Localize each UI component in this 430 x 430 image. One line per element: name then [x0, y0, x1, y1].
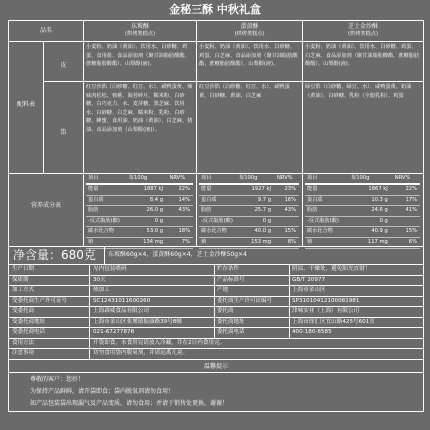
nutrient-value: 153 mg	[251, 238, 271, 245]
nutrient-value: 26.0 g	[146, 207, 164, 214]
nutrient-name: 碳水化合物	[88, 228, 114, 235]
nutrition-row	[305, 227, 420, 238]
nutrient-nrv: 43%	[284, 207, 296, 214]
nutrient-name: 脂肪	[88, 207, 99, 214]
nutrient-value: 0 g	[379, 217, 388, 224]
nutrition-row	[86, 196, 193, 207]
ingredients-label: 配料表	[16, 101, 35, 108]
nutrition-row	[86, 185, 193, 196]
nutrition-col-header: 每100g	[239, 175, 258, 181]
nutrient-value: 9.7 g	[257, 196, 271, 203]
nutrient-nrv: 17%	[405, 196, 417, 203]
nutrition-row	[305, 206, 420, 217]
nutrient-name: 钠	[307, 238, 313, 245]
nutrition-row	[86, 206, 193, 217]
info-value: 上海市金山区	[292, 287, 326, 293]
nutrient-value: 0 g	[154, 217, 164, 224]
nutrient-name: 碳水化合物	[307, 228, 333, 235]
nutrient-nrv: 15%	[405, 228, 417, 235]
filling-ingredients-zhishi: 绿豆馅（白砂糖、绿豆、水）、咸鸭蛋黄、奶油（黄油）、白砂糖、乳粉（全脂乳粉）、鸡蛋	[305, 84, 412, 99]
nutrient-nrv: 7%	[181, 238, 190, 245]
nutrient-value: 24.6 g	[371, 207, 388, 214]
nutrient-value: 40.0 g	[254, 228, 271, 235]
nutrient-value: 1887 kJ	[143, 186, 164, 192]
nutrient-name: -反式脂肪(酸)	[201, 217, 233, 224]
product-header-dongpo	[84, 22, 196, 38]
info-value: 400-180-8585	[292, 329, 332, 335]
info-key: 保质期	[12, 276, 29, 283]
info-key: 受委托商地址	[12, 318, 46, 325]
info-value: SC12431011600260	[93, 297, 151, 304]
skin-ingredients-dongpo: 小麦粉、奶油（黄油）、饮用水、白砂糖、鸡蛋、食用盐、食品添加剂（聚甘油脂肪酸酯、蔗糖脂肪酸酯）、山梨醇(液)、	[86, 44, 190, 68]
nutrient-value: 0 g	[262, 217, 271, 224]
nutrition-panel-dongpo	[86, 174, 193, 249]
nutrition-header-row	[305, 174, 420, 183]
info-key: 生产日期	[12, 266, 35, 272]
net-content: 净含量：680克	[13, 248, 96, 262]
product-name: 芝士金沙酥	[347, 23, 378, 30]
nutrient-nrv: 8%	[287, 238, 296, 245]
info-key: 注意事项	[12, 350, 35, 356]
nutrition-panel-danhuang	[199, 174, 299, 249]
nutrition-col-header: NRV%	[394, 175, 411, 181]
info-value: 上海市金山区张堰镇振康路39号8幢	[93, 318, 182, 325]
info-value: GB/T 20977	[292, 276, 326, 283]
nutrition-row	[199, 185, 299, 196]
nutrient-value: 1867 kJ	[368, 186, 388, 192]
info-key: 受委托商电话	[12, 329, 46, 335]
nutrition-row	[305, 185, 420, 196]
nutrient-name: 钠	[88, 238, 94, 245]
page-title: 金秘三酥 中秋礼盒	[169, 3, 261, 16]
nutrient-nrv: 6%	[408, 238, 417, 245]
nutrient-nrv: 41%	[405, 207, 417, 214]
info-value: 热加工	[93, 287, 110, 293]
nutrient-name: -反式脂肪(酸)	[307, 217, 339, 224]
nutrition-label: 营养成分表	[30, 202, 61, 209]
info-value: 见内包装喷码	[93, 266, 127, 272]
nutrient-value: 10.3 g	[371, 196, 388, 203]
nutrient-name: 能量	[201, 186, 212, 192]
nutrient-name: 钠	[201, 238, 207, 245]
nutrient-value: 40.9 g	[371, 228, 388, 235]
skin-ingredients-danhuang: 小麦粉、奶油（黄油）、饮用水、白砂糖、鸡蛋、白芝麻、食品添加剂（聚甘油脂肪酸酯、蔗糖脂肪酸酯）、山梨醇(液)、	[199, 44, 298, 68]
info-value: 阴凉、干燥处，避免阳光直射！	[292, 266, 371, 272]
info-key: 委托商地址	[217, 318, 245, 325]
nutrition-col-header: NRV%	[277, 175, 293, 181]
nutrition-row	[199, 217, 299, 228]
tips-greeting: 尊敬的客户：您好！	[30, 376, 85, 383]
nutrition-row	[199, 206, 299, 217]
info-value: 30天	[93, 276, 106, 283]
filling-ingredients-dongpo: 红豆沙馅（白砂糖、红豆、水）、咸鸭蛋黄、辣味肉松松、核桃、海苔碎片、糯米粉、白砂糖、白巧克力、水、麦芽糖、黑芝麻、饮用水、白砂糖、白芝麻、糯米粉、乳粉、白砂糖、蜂蜜、食用油、奶油（黄油）、白芝麻、猪油、食品添加剂（山梨醇(液)）、	[86, 84, 193, 133]
nutrition-col-header: 每100g	[128, 175, 148, 181]
nutrition-header-row	[86, 174, 193, 183]
filling-label: 馅	[60, 129, 67, 136]
nutrition-row	[305, 196, 420, 207]
nutrient-value: 117 mg	[367, 238, 388, 245]
nutrient-nrv: 18%	[178, 228, 190, 235]
nutrient-name: 脂肪	[307, 207, 318, 214]
nutrient-nrv: 15%	[284, 228, 296, 235]
product-label	[8, 20, 424, 412]
net-content-detail: 东坡酥60g×4，蛋黄酥60g×4，芝士金沙酥50g×4	[108, 251, 247, 258]
nutrient-name: 能量	[88, 186, 99, 192]
nutrition-panel-zhishi	[305, 174, 420, 249]
nutrient-nrv: 16%	[284, 196, 296, 203]
nutrient-name: 蛋白质	[88, 196, 104, 203]
info-key: 加工方式	[12, 287, 35, 293]
nutrient-name: 脂肪	[201, 207, 212, 214]
tips-title: 温馨提示	[203, 363, 228, 370]
nutrient-name: 碳水化合物	[201, 228, 227, 235]
notice-row	[9, 348, 423, 360]
nutrient-name: 蛋白质	[307, 196, 323, 203]
nutrient-nrv: 14%	[178, 196, 190, 203]
product-category: (烘烤类糕点)	[125, 31, 155, 37]
nutrient-nrv: 23%	[284, 186, 296, 192]
info-key: 委托商生产许可证编号	[217, 297, 273, 304]
skin-label: 皮	[60, 62, 67, 69]
info-key: 食用方法	[12, 339, 35, 346]
nutrient-value: 134 mg	[143, 238, 164, 245]
nutrition-header-row	[199, 174, 299, 183]
filling-ingredients-danhuang: 红豆沙馅（白砂糖、红豆、水）、咸鸭蛋黄、白砂糖、黄油、白芝麻	[199, 84, 290, 99]
nutrient-value: 8.4 g	[149, 196, 164, 203]
info-value: 上海市徐汇区宜山路425号601室	[292, 318, 375, 325]
info-value: 津味实业（上海）有限公司	[292, 308, 360, 314]
info-key: 委托商	[217, 308, 234, 314]
info-key: 受委托商	[12, 308, 35, 314]
info-value: 切勿食用袋内脱氧剂，并请远离儿童。	[93, 350, 189, 356]
info-key: 贮存条件	[217, 266, 240, 272]
nutrition-col-header: 项目	[307, 175, 318, 181]
nutrient-nrv: 22%	[405, 186, 417, 192]
nutrition-row	[199, 196, 299, 207]
product-header-danhuang	[197, 22, 302, 38]
nutrient-name: 蛋白质	[201, 196, 217, 203]
nutrition-row	[199, 227, 299, 238]
nutrient-value: 53.0 g	[146, 228, 164, 235]
nutrient-nrv: 22%	[178, 186, 190, 192]
info-value: 上海森威食品有限公司	[93, 308, 149, 314]
nutrition-row	[305, 217, 420, 228]
info-key: 委托商电话	[217, 329, 245, 335]
tips-line-2: 如产品包装袋出现漏气及产品变质，请勿食用；并请于销售处更换，谢谢！	[30, 400, 229, 407]
nutrient-name: -反式脂肪(酸)	[88, 217, 120, 224]
info-value: 开袋即食，未食用完请放入冷藏，并在2日内食用完。	[93, 339, 226, 346]
product-name: 蛋黄酥	[240, 23, 259, 30]
info-key: 产地	[217, 287, 229, 293]
product-header-zhishi	[303, 22, 423, 38]
product-name-label: 品名	[39, 27, 52, 34]
nutrition-col-header: 项目	[88, 175, 99, 181]
product-name: 东坡酥	[130, 23, 149, 30]
info-key: 产品标准号	[217, 276, 245, 283]
nutrient-value: 1927 kJ	[251, 186, 271, 192]
nutrient-name: 能量	[307, 186, 318, 192]
skin-ingredients-zhishi: 小麦粉、奶油（黄油）、饮用水、白砂糖、鸡蛋、白芝麻、食品添加剂（聚甘油脂肪酸酯、蔗糖脂肪酸酯）、山梨醇(液)、	[305, 44, 420, 68]
info-value: 021-67277878	[93, 329, 135, 335]
info-key: 受委托商生产许可证号	[12, 297, 68, 304]
nutrition-col-header: NRV%	[169, 175, 186, 181]
nutrient-value: 25.7 g	[254, 207, 271, 214]
nutrient-nrv: 43%	[178, 207, 190, 214]
nutrition-row	[86, 217, 193, 228]
nutrition-col-header: 每100g	[351, 175, 370, 181]
product-category: (烘烤类糕点)	[348, 31, 378, 37]
nutrition-row	[86, 227, 193, 238]
product-category: (烘烤类糕点)	[234, 31, 265, 37]
nutrition-col-header: 项目	[201, 175, 212, 181]
info-value: SP31010412100081981	[292, 297, 360, 304]
tips-line-1: 为保持产品鲜鲜，请开袋即食；袋内脱氧剂请勿食用！	[30, 388, 175, 395]
